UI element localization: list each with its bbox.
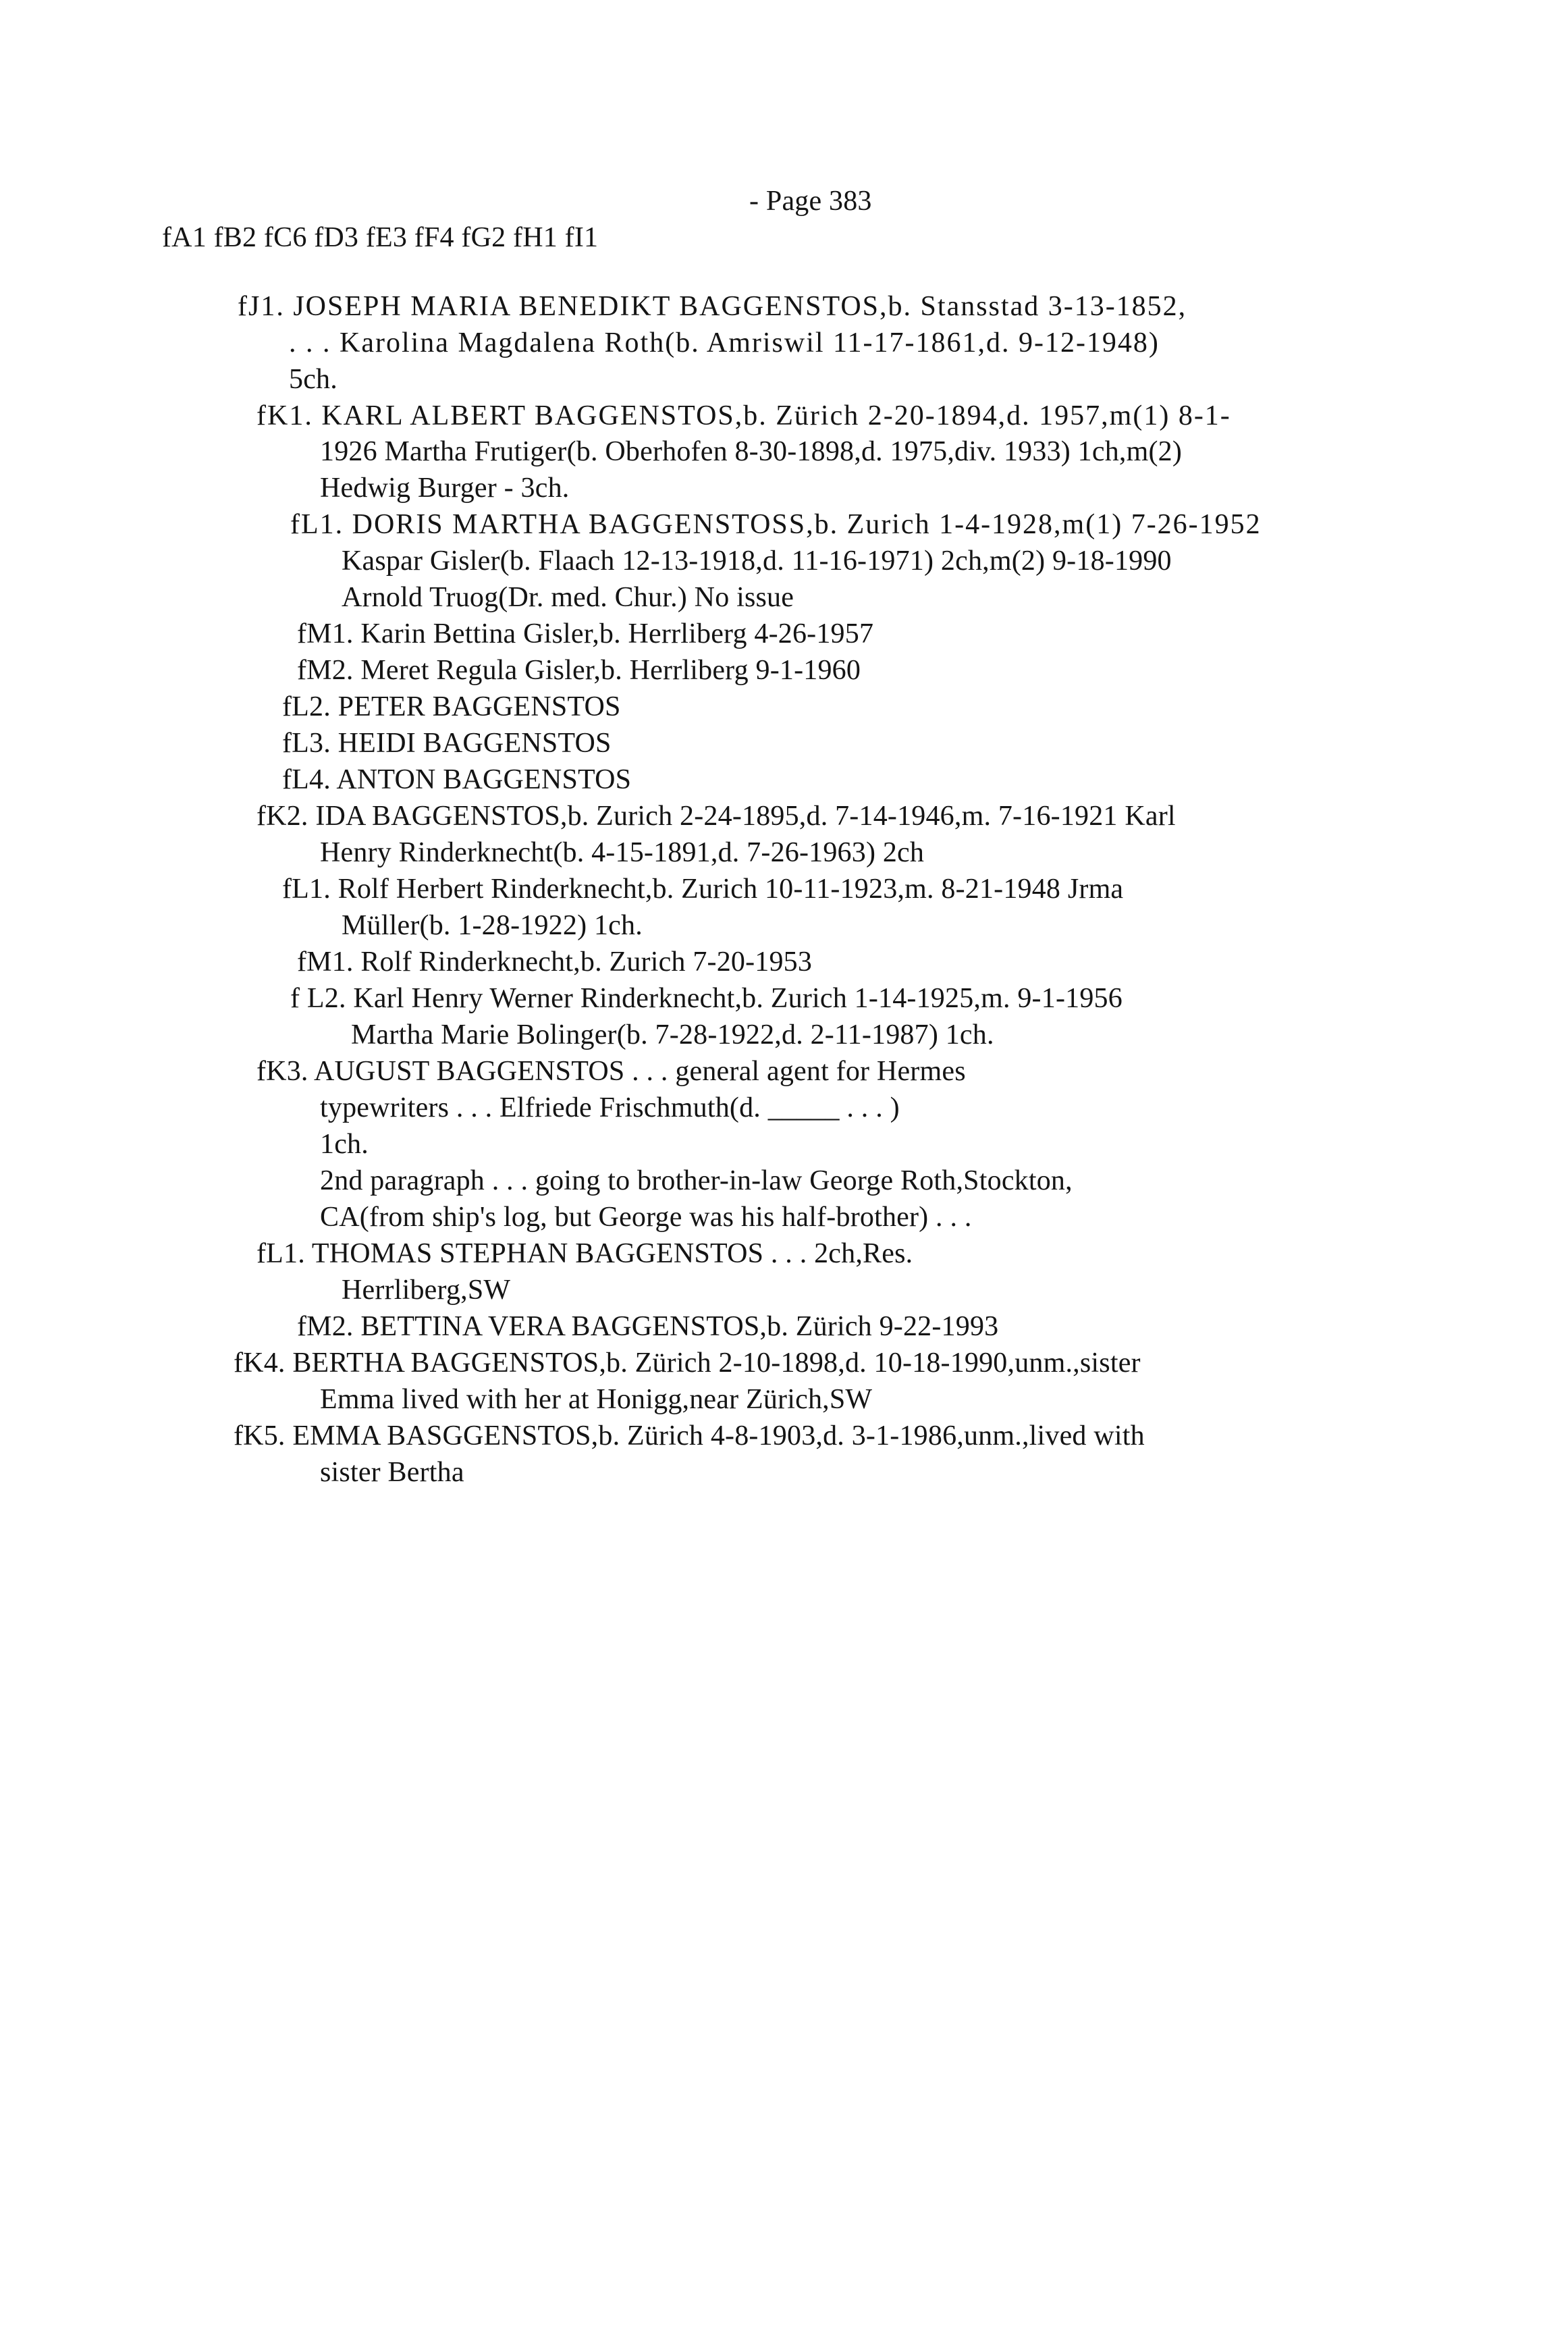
entry-line: fK3. AUGUST BAGGENSTOS . . . general agent for Hermes (256, 1056, 966, 1087)
entry-line: fK2. IDA BAGGENSTOS,b. Zurich 2-24-1895,d. 7-14-1946,m. 7-16-1921 Karl (256, 801, 1176, 832)
entry-line: Herrliberg,SW (342, 1275, 511, 1306)
entry-line: fL3. HEIDI BAGGENSTOS (282, 728, 612, 759)
entry-line: Arnold Truog(Dr. med. Chur.) No issue (342, 582, 794, 613)
entry-line: Henry Rinderknecht(b. 4-15-1891,d. 7-26-1963) 2ch (320, 837, 925, 868)
entry-line: fM1. Karin Bettina Gisler,b. Herrliberg 4-26-1957 (297, 618, 874, 649)
entry-line: fK4. BERTHA BAGGENSTOS,b. Zürich 2-10-1898,d. 10-18-1990,unm.,sister (234, 1348, 1141, 1379)
entry-line: fL2. PETER BAGGENSTOS (282, 691, 621, 722)
page-number: - Page 383 (749, 186, 872, 217)
entry-line: fL4. ANTON BAGGENSTOS (282, 764, 632, 795)
entry-line: Hedwig Burger - 3ch. (320, 473, 570, 504)
entry-line: Müller(b. 1-28-1922) 1ch. (342, 910, 643, 941)
entry-line: Kaspar Gisler(b. Flaach 12-13-1918,d. 11-16-1971) 2ch,m(2) 9-18-1990 (342, 545, 1172, 577)
entry-line: fM2. BETTINA VERA BAGGENSTOS,b. Zürich 9-22-1993 (297, 1311, 999, 1342)
entry-line: 1926 Martha Frutiger(b. Oberhofen 8-30-1898,d. 1975,div. 1933) 1ch,m(2) (320, 436, 1183, 467)
entry-line: fJ1. JOSEPH MARIA BENEDIKT BAGGENSTOS,b. Stansstad 3-13-1852, (238, 291, 1187, 322)
entry-line: fM2. Meret Regula Gisler,b. Herrliberg 9-1-1960 (297, 655, 861, 686)
entry-line: typewriters . . . Elfriede Frischmuth(d. _____ . . . ) (320, 1092, 900, 1123)
entry-line: f L2. Karl Henry Werner Rinderknecht,b. Zurich 1-14-1925,m. 9-1-1956 (290, 983, 1123, 1014)
entry-line: sister Bertha (320, 1457, 464, 1488)
entry-line: 1ch. (320, 1129, 369, 1160)
entry-line: . . . Karolina Magdalena Roth(b. Amriswil 11-17-1861,d. 9-12-1948) (289, 327, 1160, 358)
entry-line: fM1. Rolf Rinderknecht,b. Zurich 7-20-1953 (297, 946, 813, 978)
entry-line: 2nd paragraph . . . going to brother-in-law George Roth,Stockton, (320, 1165, 1073, 1196)
entry-line: fK1. KARL ALBERT BAGGENSTOS,b. Zürich 2-20-1894,d. 1957,m(1) 8-1- (256, 400, 1231, 431)
entry-line: fL1. DORIS MARTHA BAGGENSTOSS,b. Zurich 1-4-1928,m(1) 7-26-1952 (290, 509, 1262, 540)
entry-line: fL1. Rolf Herbert Rinderknecht,b. Zurich 10-11-1923,m. 8-21-1948 Jrma (282, 874, 1124, 905)
entry-line: Martha Marie Bolinger(b. 7-28-1922,d. 2-11-1987) 1ch. (351, 1019, 994, 1050)
entry-line: fK5. EMMA BASGGENSTOS,b. Zürich 4-8-1903,d. 3-1-1986,unm.,lived with (234, 1420, 1145, 1451)
entry-line: fL1. THOMAS STEPHAN BAGGENSTOS . . . 2ch,Res. (256, 1238, 913, 1269)
entry-line: CA(from ship's log, but George was his half-brother) . . . (320, 1202, 972, 1233)
entry-line: 5ch. (289, 364, 337, 395)
lineage-header: fA1 fB2 fC6 fD3 fE3 fF4 fG2 fH1 fI1 (162, 222, 599, 253)
entry-line: Emma lived with her at Honigg,near Zürich,SW (320, 1384, 873, 1415)
